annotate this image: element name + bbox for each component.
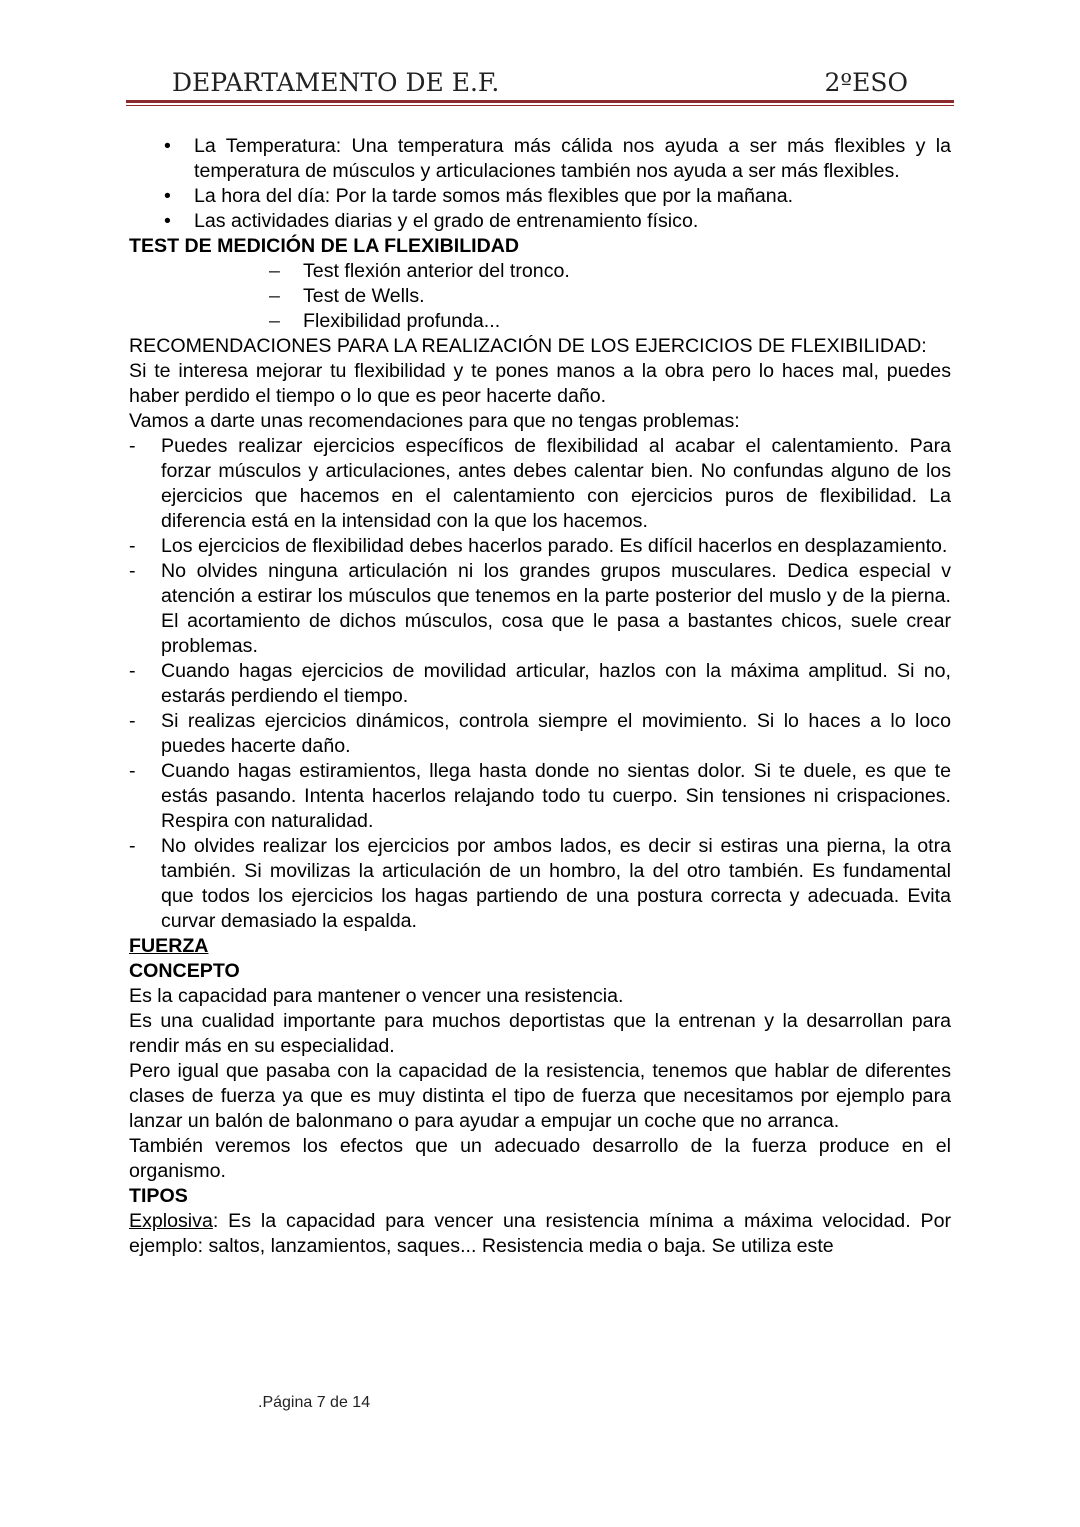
dash-icon: – — [269, 285, 280, 307]
hyphen-icon: - — [129, 535, 136, 557]
list-item: – Test flexión anterior del tronco. — [269, 260, 570, 282]
list-item: – Test de Wells. — [269, 285, 425, 307]
dash-icon: – — [269, 260, 280, 282]
list-item: • La hora del día: Por la tarde somos más flexibles que por la mañana. — [164, 185, 794, 207]
list-item: - Los ejercicios de flexibilidad debes hacerlos parado. Es difícil hacerlos en desplazamiento. — [129, 535, 948, 557]
list-item: • La Temperatura: Una temperatura más cálida nos ayuda a ser más flexibles y la temperatura de músculos y articulaciones también nos ayuda a ser más flexibles. — [164, 135, 951, 182]
hyphen-icon: - — [129, 560, 136, 582]
hyphen-icon: - — [129, 835, 136, 857]
list-item: - No olvides ninguna articulación ni los grandes grupos musculares. Dedica especial v atención a estirar los músculos que tenemos en la parte posterior del muslo y de la pierna. El acortamiento de dichos músculos, cosa que le pasa a bastantes chicos, suele crear problemas. — [129, 560, 951, 657]
recommendations-intro-1: Si te interesa mejorar tu flexibilidad y te pones manos a la obra pero lo haces mal, puedes haber perdido el tiempo o lo que es peor hacerte daño. — [129, 360, 951, 407]
hyphen-icon: - — [129, 760, 136, 782]
concepto-paragraph: Es una cualidad importante para muchos deportistas que la entrenan y la desarrollan para rendir más en su especialidad. — [129, 1010, 951, 1057]
list-item: – Flexibilidad profunda... — [269, 310, 501, 332]
list-item: - Puedes realizar ejercicios específicos de flexibilidad al acabar el calentamiento. Para forzar músculos y articulaciones, antes debes calentar bien. No confundas alguno de los ejercicios que hacemos en el calentamiento con ejercicios puros de flexibilidad. La diferencia está en la intensidad con la que los hacemos. — [129, 435, 951, 532]
list-item: - Cuando hagas estiramientos, llega hasta donde no sientas dolor. Si te duele, es que te estás pasando. Intenta hacerlos relajando todo tu cuerpo. Sin tensiones ni crispaciones. Respira con naturalidad. — [129, 760, 951, 832]
bullet-icon: • — [164, 210, 171, 232]
header-department: DEPARTAMENTO DE E.F. — [172, 68, 500, 97]
bullet-icon: • — [164, 135, 171, 157]
concepto-paragraph: Es la capacidad para mantener o vencer una resistencia. — [129, 985, 624, 1007]
dash-icon: – — [269, 310, 280, 332]
list-item: • Las actividades diarias y el grado de entrenamiento físico. — [164, 210, 699, 232]
concepto-paragraph: También veremos los efectos que un adecuado desarrollo de la fuerza produce en el organismo. — [129, 1135, 951, 1182]
explosiva-text: : Es la capacidad para vencer una resistencia mínima a máxima velocidad. Por ejemplo: saltos, lanzamientos, saques... Resistencia media o baja. Se utiliza este — [129, 1210, 951, 1257]
list-item: - No olvides realizar los ejercicios por ambos lados, es decir si estiras una pierna, la otra también. Si movilizas la articulación de un hombro, la del otro también. Es fundamental que todos los ejercicios los hagas partiendo de una postura correcta y adecuada. Evita curvar demasiado la espalda. — [129, 835, 951, 932]
hyphen-icon: - — [129, 710, 136, 732]
concepto-heading: CONCEPTO — [129, 960, 240, 982]
hyphen-icon: - — [129, 660, 136, 682]
concepto-paragraph: Pero igual que pasaba con la capacidad de la resistencia, tenemos que hablar de diferentes clases de fuerza ya que es muy distinta el tipo de fuerza que necesitamos por ejemplo para lanzar un balón de balonmano o para ayudar a empujar un coche que no arranca. — [129, 1060, 951, 1132]
factors-bullet-list — [129, 134, 951, 234]
hyphen-icon: - — [129, 435, 136, 457]
header-course: 2ºESO — [824, 68, 908, 97]
recommendations-list — [129, 434, 951, 934]
explosiva-term: Explosiva — [129, 1210, 213, 1232]
page-header — [126, 64, 954, 100]
list-item: - Cuando hagas ejercicios de movilidad articular, hazlos con la máxima amplitud. Si no, estarás perdiendo el tiempo. — [129, 660, 951, 707]
header-rule-thick — [126, 100, 954, 103]
page-number: .Página 7 de 14 — [258, 1394, 371, 1411]
recommendations-heading: RECOMENDACIONES PARA LA REALIZACIÓN DE LOS EJERCICIOS DE FLEXIBILIDAD: — [129, 335, 927, 357]
recommendations-intro-2: Vamos a darte unas recomendaciones para que no tengas problemas: — [129, 410, 740, 432]
page-body — [129, 134, 951, 1259]
tipos-heading: TIPOS — [129, 1185, 188, 1207]
test-heading: TEST DE MEDICIÓN DE LA FLEXIBILIDAD — [129, 235, 520, 257]
explosiva-paragraph — [129, 1209, 951, 1259]
header-rule-thin — [126, 105, 954, 106]
tests-list — [129, 259, 951, 334]
bullet-icon: • — [164, 185, 171, 207]
list-item: - Si realizas ejercicios dinámicos, controla siempre el movimiento. Si lo haces a lo loco puedes hacerte daño. — [129, 710, 951, 757]
fuerza-heading: FUERZA — [129, 935, 209, 957]
